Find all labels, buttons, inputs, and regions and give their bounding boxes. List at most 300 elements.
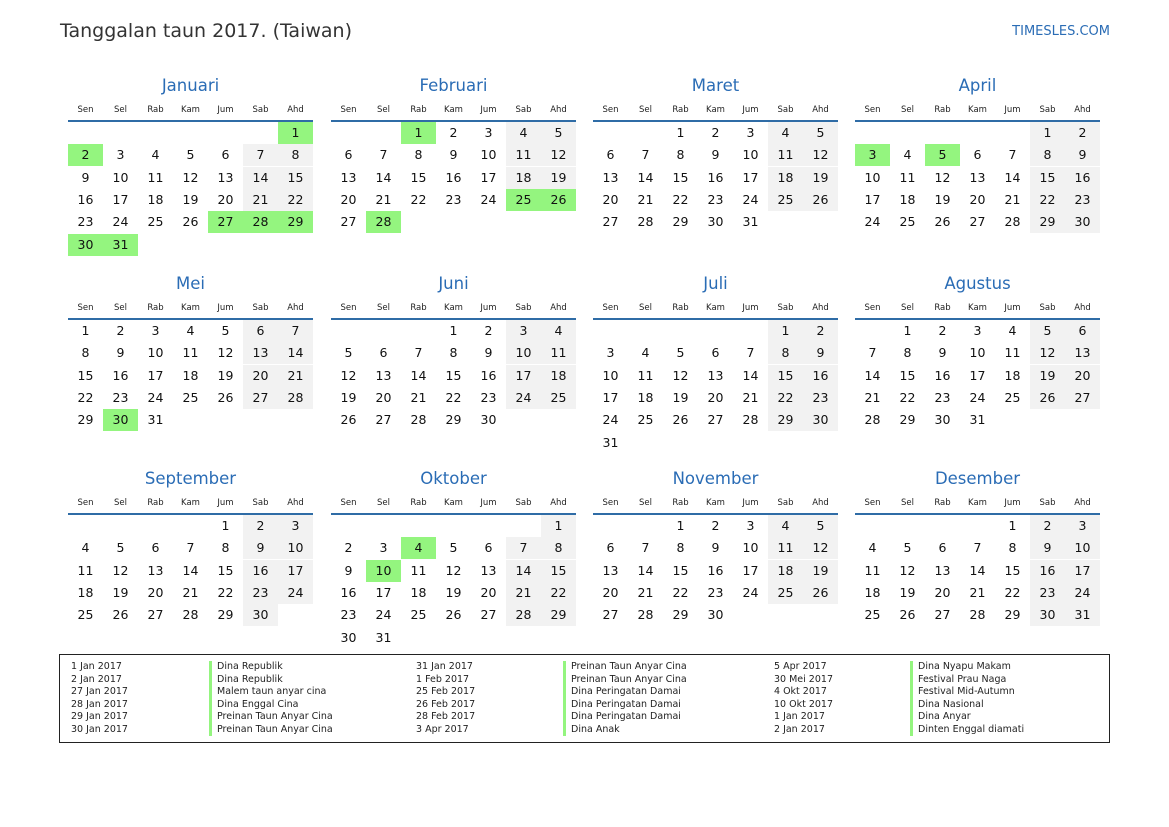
day-cell: 26: [445, 607, 462, 623]
day-cell: 27: [602, 214, 619, 230]
month-mei: [68, 270, 313, 470]
weekday-header: Kam: [181, 105, 200, 115]
day-cell: 12: [112, 562, 129, 578]
day-cell: 1: [1030, 122, 1065, 144]
day-cell: 19: [340, 389, 357, 405]
holiday-date: 28 Feb 2017: [416, 711, 476, 722]
day-cell: 19: [541, 167, 576, 189]
day-cell: 12: [1030, 342, 1065, 364]
weekday-header: Sen: [602, 105, 619, 115]
day-cell: 9: [243, 537, 278, 559]
weekday-header: Rab: [672, 105, 689, 115]
day-cell: 20: [217, 191, 234, 207]
weekday-header: Kam: [181, 303, 200, 313]
day-cell: 14: [375, 169, 392, 185]
day-cell: 23: [77, 214, 94, 230]
weekday-header: Sen: [340, 498, 357, 508]
holiday-day-cell: 4: [401, 537, 436, 559]
day-cell: 12: [217, 345, 234, 361]
day-cell: 13: [243, 342, 278, 364]
day-cell: 13: [375, 367, 392, 383]
day-cell: 22: [899, 389, 916, 405]
day-cell: 13: [340, 169, 357, 185]
day-cell: 12: [803, 537, 838, 559]
holiday-day-cell: 2: [68, 144, 103, 166]
day-cell: 13: [969, 169, 986, 185]
day-cell: 22: [445, 389, 462, 405]
holiday-day-cell: 1: [278, 122, 313, 144]
day-cell: 16: [803, 365, 838, 387]
day-cell: 25: [147, 214, 164, 230]
day-cell: 21: [1004, 191, 1021, 207]
day-cell: 28: [637, 607, 654, 623]
holiday-name: Dina Peringatan Damai: [563, 711, 687, 724]
month-juli: [593, 270, 838, 470]
weekday-header: Sen: [340, 303, 357, 313]
day-cell: 2: [243, 515, 278, 537]
weekday-header: Sab: [777, 105, 794, 115]
day-cell: 25: [899, 214, 916, 230]
day-cell: 8: [414, 147, 423, 163]
day-cell: 3: [151, 323, 160, 338]
day-cell: 23: [445, 191, 462, 207]
day-cell: 26: [340, 412, 357, 428]
day-cell: 2: [711, 518, 720, 533]
month-november: [593, 465, 838, 665]
weekday-header: Rab: [410, 498, 427, 508]
month-title: Oktober: [420, 469, 487, 488]
day-cell: 10: [864, 169, 881, 185]
day-cell: 18: [77, 584, 94, 600]
weekday-header: Rab: [934, 105, 951, 115]
day-cell: 18: [506, 167, 541, 189]
day-cell: 17: [602, 389, 619, 405]
day-cell: 11: [182, 345, 199, 361]
day-cell: 24: [112, 214, 129, 230]
day-cell: 14: [742, 367, 759, 383]
weekday-header: Ahd: [550, 105, 567, 115]
weekday-header: Sab: [777, 498, 794, 508]
holiday-name: Dina Nyapu Makam: [910, 661, 1024, 674]
page-title: Tanggalan taun 2017. (Taiwan): [60, 20, 352, 42]
day-cell: 19: [182, 191, 199, 207]
day-cell: 14: [278, 342, 313, 364]
day-cell: 1: [221, 518, 230, 533]
day-cell: 7: [746, 345, 755, 361]
day-cell: 15: [672, 562, 689, 578]
day-cell: 28: [637, 214, 654, 230]
weekday-header: Sab: [1039, 105, 1056, 115]
day-cell: 24: [864, 214, 881, 230]
day-cell: 20: [602, 584, 619, 600]
month-title: Desember: [934, 469, 1021, 488]
weekday-header: Sab: [515, 498, 532, 508]
day-cell: 20: [602, 191, 619, 207]
day-cell: 22: [672, 584, 689, 600]
day-cell: 21: [182, 584, 199, 600]
day-cell: 11: [410, 562, 427, 578]
day-cell: 23: [1065, 189, 1100, 211]
holiday-list: [59, 654, 1110, 743]
day-cell: 3: [506, 320, 541, 342]
day-cell: 16: [1065, 167, 1100, 189]
day-cell: 11: [506, 144, 541, 166]
day-cell: 13: [480, 562, 497, 578]
day-cell: 27: [1065, 387, 1100, 409]
day-cell: 25: [637, 412, 654, 428]
day-cell: 10: [112, 169, 129, 185]
day-cell: 22: [410, 191, 427, 207]
day-cell: 27: [340, 214, 357, 230]
day-cell: 13: [217, 169, 234, 185]
day-cell: 24: [742, 584, 759, 600]
day-cell: 4: [768, 122, 803, 144]
day-cell: 20: [147, 584, 164, 600]
day-cell: 1: [1008, 518, 1017, 533]
day-cell: 25: [182, 389, 199, 405]
weekday-header: Jum: [1004, 498, 1021, 508]
day-cell: 3: [278, 515, 313, 537]
day-cell: 6: [711, 345, 720, 361]
day-cell: 25: [768, 582, 803, 604]
day-cell: 18: [768, 560, 803, 582]
day-cell: 19: [934, 191, 951, 207]
day-cell: 16: [934, 367, 951, 383]
day-cell: 26: [182, 214, 199, 230]
day-cell: 31: [375, 629, 392, 645]
day-cell: 18: [864, 584, 881, 600]
holiday-date-column: [774, 661, 833, 736]
day-cell: 16: [707, 562, 724, 578]
day-cell: 15: [445, 367, 462, 383]
day-cell: 9: [1065, 144, 1100, 166]
day-cell: 30: [1030, 604, 1065, 626]
header-rule: [331, 513, 576, 515]
holiday-date: 28 Jan 2017: [71, 698, 128, 710]
day-cell: 21: [410, 389, 427, 405]
day-cell: 4: [868, 540, 877, 556]
weekday-header: Kam: [968, 105, 987, 115]
day-cell: 14: [637, 169, 654, 185]
holiday-date: 25 Feb 2017: [416, 686, 476, 697]
day-cell: 30: [340, 629, 357, 645]
day-cell: 19: [445, 584, 462, 600]
day-cell: 16: [243, 560, 278, 582]
day-cell: 25: [77, 607, 94, 623]
weekday-header: Rab: [672, 498, 689, 508]
weekday-header: Jum: [217, 105, 234, 115]
weekday-header: Sen: [864, 303, 881, 313]
day-cell: 9: [1030, 537, 1065, 559]
weekday-header: Kam: [706, 303, 725, 313]
day-cell: 2: [803, 320, 838, 342]
weekday-header: Kam: [706, 498, 725, 508]
day-cell: 22: [278, 189, 313, 211]
day-cell: 27: [602, 607, 619, 623]
day-cell: 1: [676, 125, 685, 140]
day-cell: 17: [506, 365, 541, 387]
day-cell: 23: [480, 389, 497, 405]
weekday-header: Sen: [340, 105, 357, 115]
day-cell: 15: [1004, 562, 1021, 578]
weekday-header: Sen: [77, 498, 94, 508]
day-cell: 26: [803, 582, 838, 604]
day-cell: 7: [414, 345, 423, 361]
weekday-header: Kam: [444, 105, 463, 115]
day-cell: 15: [278, 167, 313, 189]
day-cell: 5: [344, 345, 353, 361]
day-cell: 8: [449, 345, 458, 361]
holiday-date: 2 Jan 2017: [774, 723, 825, 735]
day-cell: 15: [217, 562, 234, 578]
day-cell: 19: [803, 560, 838, 582]
day-cell: 9: [484, 345, 493, 361]
day-cell: 21: [278, 365, 313, 387]
holiday-date: 30 Jan 2017: [71, 723, 128, 735]
day-cell: 18: [768, 167, 803, 189]
day-cell: 8: [676, 147, 685, 163]
month-april: [855, 72, 1100, 272]
day-cell: 10: [480, 147, 497, 163]
holiday-date-column: [71, 661, 128, 736]
day-cell: 14: [410, 367, 427, 383]
day-cell: 10: [506, 342, 541, 364]
day-cell: 18: [899, 191, 916, 207]
month-title: April: [958, 76, 997, 95]
weekday-header: Sel: [377, 303, 390, 313]
holiday-day-cell: 27: [208, 211, 243, 233]
day-cell: 17: [147, 367, 164, 383]
day-cell: 2: [116, 323, 125, 338]
day-cell: 23: [1030, 582, 1065, 604]
day-cell: 13: [934, 562, 951, 578]
day-cell: 5: [803, 515, 838, 537]
holiday-date-column: [416, 661, 475, 736]
day-cell: 16: [112, 367, 129, 383]
day-cell: 29: [1004, 607, 1021, 623]
day-cell: 12: [803, 144, 838, 166]
holiday-date: 5 Apr 2017: [774, 661, 827, 672]
day-cell: 9: [344, 562, 353, 578]
day-cell: 20: [707, 389, 724, 405]
day-cell: 25: [541, 387, 576, 409]
month-februari: [331, 72, 576, 272]
weekday-header: Rab: [147, 498, 164, 508]
weekday-header: Rab: [410, 105, 427, 115]
day-cell: 27: [480, 607, 497, 623]
day-cell: 2: [711, 125, 720, 140]
holiday-date: 29 Jan 2017: [71, 711, 128, 722]
day-cell: 20: [375, 389, 392, 405]
day-cell: 23: [707, 584, 724, 600]
holiday-day-cell: 3: [855, 144, 890, 166]
day-cell: 11: [147, 169, 164, 185]
day-cell: 3: [484, 125, 493, 140]
holiday-name: Dina Peringatan Damai: [563, 699, 687, 712]
day-cell: 1: [768, 320, 803, 342]
day-cell: 9: [803, 342, 838, 364]
day-cell: 12: [182, 169, 199, 185]
site-link[interactable]: TIMESLES.COM: [1012, 24, 1110, 39]
weekday-header: Sel: [377, 498, 390, 508]
day-cell: 8: [903, 345, 912, 361]
day-cell: 19: [803, 167, 838, 189]
day-cell: 2: [449, 125, 458, 140]
holiday-date: 26 Feb 2017: [416, 698, 476, 710]
weekday-header: Jum: [1004, 105, 1021, 115]
day-cell: 8: [1030, 144, 1065, 166]
weekday-header: Sel: [114, 303, 127, 313]
weekday-header: Sab: [252, 498, 269, 508]
day-cell: 24: [147, 389, 164, 405]
day-cell: 15: [768, 365, 803, 387]
day-cell: 11: [899, 169, 916, 185]
day-cell: 14: [506, 560, 541, 582]
day-cell: 30: [934, 412, 951, 428]
day-cell: 25: [1004, 389, 1021, 405]
day-cell: 24: [969, 389, 986, 405]
month-oktober: [331, 465, 576, 665]
day-cell: 9: [449, 147, 458, 163]
day-cell: 7: [973, 540, 982, 556]
day-cell: 24: [375, 607, 392, 623]
weekday-header: Sen: [602, 303, 619, 313]
weekday-header: Sel: [901, 498, 914, 508]
day-cell: 6: [938, 540, 947, 556]
day-cell: 3: [606, 345, 615, 361]
weekday-header: Sel: [639, 105, 652, 115]
weekday-header: Jum: [217, 303, 234, 313]
day-cell: 6: [973, 147, 982, 163]
day-cell: 8: [676, 540, 685, 556]
weekday-header: Ahd: [1074, 498, 1091, 508]
day-cell: 30: [707, 607, 724, 623]
weekday-header: Sel: [639, 303, 652, 313]
day-cell: 26: [934, 214, 951, 230]
day-cell: 18: [182, 367, 199, 383]
holiday-date: 3 Apr 2017: [416, 723, 469, 735]
month-title: Juli: [703, 274, 728, 293]
day-cell: 6: [379, 345, 388, 361]
day-cell: 20: [243, 365, 278, 387]
day-cell: 5: [186, 147, 195, 163]
day-cell: 31: [742, 214, 759, 230]
day-cell: 30: [1065, 211, 1100, 233]
day-cell: 16: [77, 191, 94, 207]
day-cell: 16: [445, 169, 462, 185]
day-cell: 18: [147, 191, 164, 207]
weekday-header: Rab: [934, 303, 951, 313]
day-cell: 16: [1030, 560, 1065, 582]
month-title: Maret: [691, 76, 740, 95]
month-title: Juni: [438, 274, 469, 293]
day-cell: 4: [186, 323, 195, 338]
day-cell: 6: [484, 540, 493, 556]
weekday-header: Ahd: [287, 303, 304, 313]
holiday-day-cell: 30: [68, 234, 103, 256]
day-cell: 4: [151, 147, 160, 163]
day-cell: 23: [934, 389, 951, 405]
day-cell: 5: [541, 122, 576, 144]
day-cell: 11: [637, 367, 654, 383]
day-cell: 9: [116, 345, 125, 361]
day-cell: 20: [1065, 365, 1100, 387]
month-agustus: [855, 270, 1100, 470]
month-juni: [331, 270, 576, 470]
day-cell: 18: [1004, 367, 1021, 383]
day-cell: 17: [969, 367, 986, 383]
day-cell: 25: [864, 607, 881, 623]
day-cell: 17: [864, 191, 881, 207]
day-cell: 5: [676, 345, 685, 361]
day-cell: 24: [1065, 582, 1100, 604]
weekday-header: Sab: [252, 105, 269, 115]
weekday-header: Kam: [181, 498, 200, 508]
weekday-header: Ahd: [1074, 105, 1091, 115]
day-cell: 29: [1030, 211, 1065, 233]
day-cell: 24: [742, 191, 759, 207]
day-cell: 16: [340, 584, 357, 600]
day-cell: 5: [449, 540, 458, 556]
day-cell: 28: [182, 607, 199, 623]
day-cell: 24: [506, 387, 541, 409]
holiday-date: 31 Jan 2017: [416, 661, 473, 672]
day-cell: 28: [969, 607, 986, 623]
day-cell: 7: [641, 147, 650, 163]
holiday-name: Malem taun anyar cina: [209, 686, 333, 699]
day-cell: 19: [1030, 365, 1065, 387]
day-cell: 18: [541, 365, 576, 387]
day-cell: 7: [506, 537, 541, 559]
day-cell: 7: [379, 147, 388, 163]
holiday-day-cell: 28: [366, 211, 401, 233]
month-maret: [593, 72, 838, 272]
day-cell: 18: [410, 584, 427, 600]
day-cell: 11: [541, 342, 576, 364]
day-cell: 3: [973, 323, 982, 338]
weekday-header: Sab: [252, 303, 269, 313]
holiday-day-cell: 10: [366, 560, 401, 582]
day-cell: 2: [344, 540, 353, 556]
day-cell: 21: [375, 191, 392, 207]
day-cell: 1: [676, 518, 685, 533]
day-cell: 23: [803, 387, 838, 409]
weekday-header: Rab: [147, 303, 164, 313]
day-cell: 10: [1065, 537, 1100, 559]
weekday-header: Kam: [706, 105, 725, 115]
day-cell: 3: [379, 540, 388, 556]
day-cell: 11: [77, 562, 94, 578]
weekday-header: Sel: [901, 303, 914, 313]
weekday-header: Sab: [777, 303, 794, 313]
day-cell: 5: [803, 122, 838, 144]
day-cell: 8: [1008, 540, 1017, 556]
day-cell: 3: [746, 518, 755, 533]
weekday-header: Rab: [934, 498, 951, 508]
month-title: Januari: [161, 76, 220, 95]
holiday-date: 4 Okt 2017: [774, 686, 827, 697]
holiday-date: 1 Jan 2017: [71, 661, 122, 672]
day-cell: 13: [602, 169, 619, 185]
weekday-header: Jum: [480, 105, 497, 115]
day-cell: 28: [506, 604, 541, 626]
day-cell: 8: [81, 345, 90, 361]
day-cell: 9: [711, 147, 720, 163]
header-rule: [68, 120, 313, 122]
day-cell: 6: [344, 147, 353, 163]
weekday-header: Sen: [864, 498, 881, 508]
day-cell: 20: [480, 584, 497, 600]
